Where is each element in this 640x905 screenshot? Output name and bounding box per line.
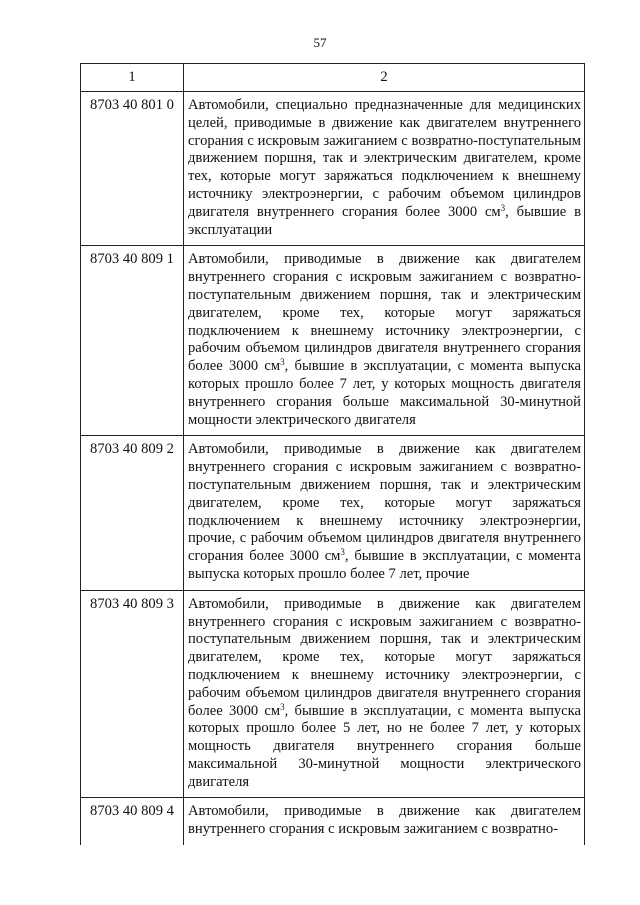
- table-row: [81, 246, 585, 436]
- tnved-code: 8703 40 809 1: [81, 246, 184, 436]
- superscript: 3: [280, 357, 285, 368]
- description-text: Автомобили, приводимые в движение как двигателем внутреннего сгорания с искровым зажиганием с возвратно-: [188, 803, 581, 838]
- table-header-row: [81, 64, 585, 92]
- goods-description: [184, 590, 585, 798]
- superscript: 3: [280, 701, 285, 712]
- description-tail: , бывшие в эксплуатации, с момента выпуска которых прошло более 5 лет, но не более 7 лет, у которых мощность двигателя внутреннего сгорания больше максимальной 30-минутной мощности электрического двигателя: [188, 702, 581, 790]
- tnved-code: 8703 40 809 3: [81, 590, 184, 798]
- table-row: [81, 92, 585, 246]
- table-row: [81, 436, 585, 590]
- description-text: Автомобили, приводимые в движение как двигателем внутреннего сгорания с искровым зажиганием с возвратно-поступательным движением поршня, так и электрическим двигателем, кроме тех, которые могут заряжаться подключением к внешнему источнику электроэнергии, прочие, с рабочим объемом цилиндров двигателя внутреннего сгорания более 3000 см: [188, 441, 581, 565]
- superscript: 3: [500, 202, 506, 213]
- tnved-code: 8703 40 809 4: [81, 798, 184, 845]
- tnved-code: 8703 40 801 0: [81, 92, 184, 246]
- page-number: 57: [313, 35, 327, 50]
- goods-description: [184, 798, 585, 845]
- goods-description: [184, 246, 585, 436]
- tnved-code: 8703 40 809 2: [81, 436, 184, 590]
- column-header-description: 2: [184, 64, 585, 92]
- description-text: Автомобили, специально предназначенные для медицинских целей, приводимые в движение как двигателем внутреннего сгорания с искровым зажиганием с возвратно-поступательным движением поршня, так и электрическим двигателем, кроме тех, которые могут заряжаться подключением к внешнему источнику электроэнергии, с рабочим объемом цилиндров двигателя внутреннего сгорания более 3000 см: [188, 97, 581, 220]
- goods-description: [184, 92, 585, 246]
- table-row: [81, 798, 585, 845]
- description-text: Автомобили, приводимые в движение как двигателем внутреннего сгорания с искровым зажиганием с возвратно-поступательным движением поршня, так и электрическим двигателем, кроме тех, которые могут заряжаться подключением к внешнему источнику электроэнергии, с рабочим объемом цилиндров двигателя внутреннего сгорания более 3000 см: [188, 251, 581, 375]
- description-text: Автомобили, приводимые в движение как двигателем внутреннего сгорания с искровым зажиганием с возвратно-поступательным движением поршня, так и электрическим двигателем, кроме тех, которые могут заряжаться подключением к внешнему источнику электроэнергии, с рабочим объемом цилиндров двигателя внутреннего сгорания более 3000 см: [188, 595, 581, 719]
- description-tail: , бывшие в эксплуатации: [188, 203, 581, 238]
- description-tail: , бывшие в эксплуатации, с момента выпуска которых прошло более 7 лет, у которых мощность двигателя внутреннего сгорания больше максимальной 30-минутной мощности электрического двигателя: [188, 358, 581, 428]
- superscript: 3: [340, 547, 345, 558]
- table-row: [81, 590, 585, 798]
- description-tail: , бывшие в эксплуатации, с момента выпуска которых прошло более 7 лет, прочие: [188, 548, 582, 582]
- goods-description: [184, 436, 585, 590]
- column-header-code: 1: [81, 64, 184, 92]
- tariff-code-table: [80, 63, 585, 845]
